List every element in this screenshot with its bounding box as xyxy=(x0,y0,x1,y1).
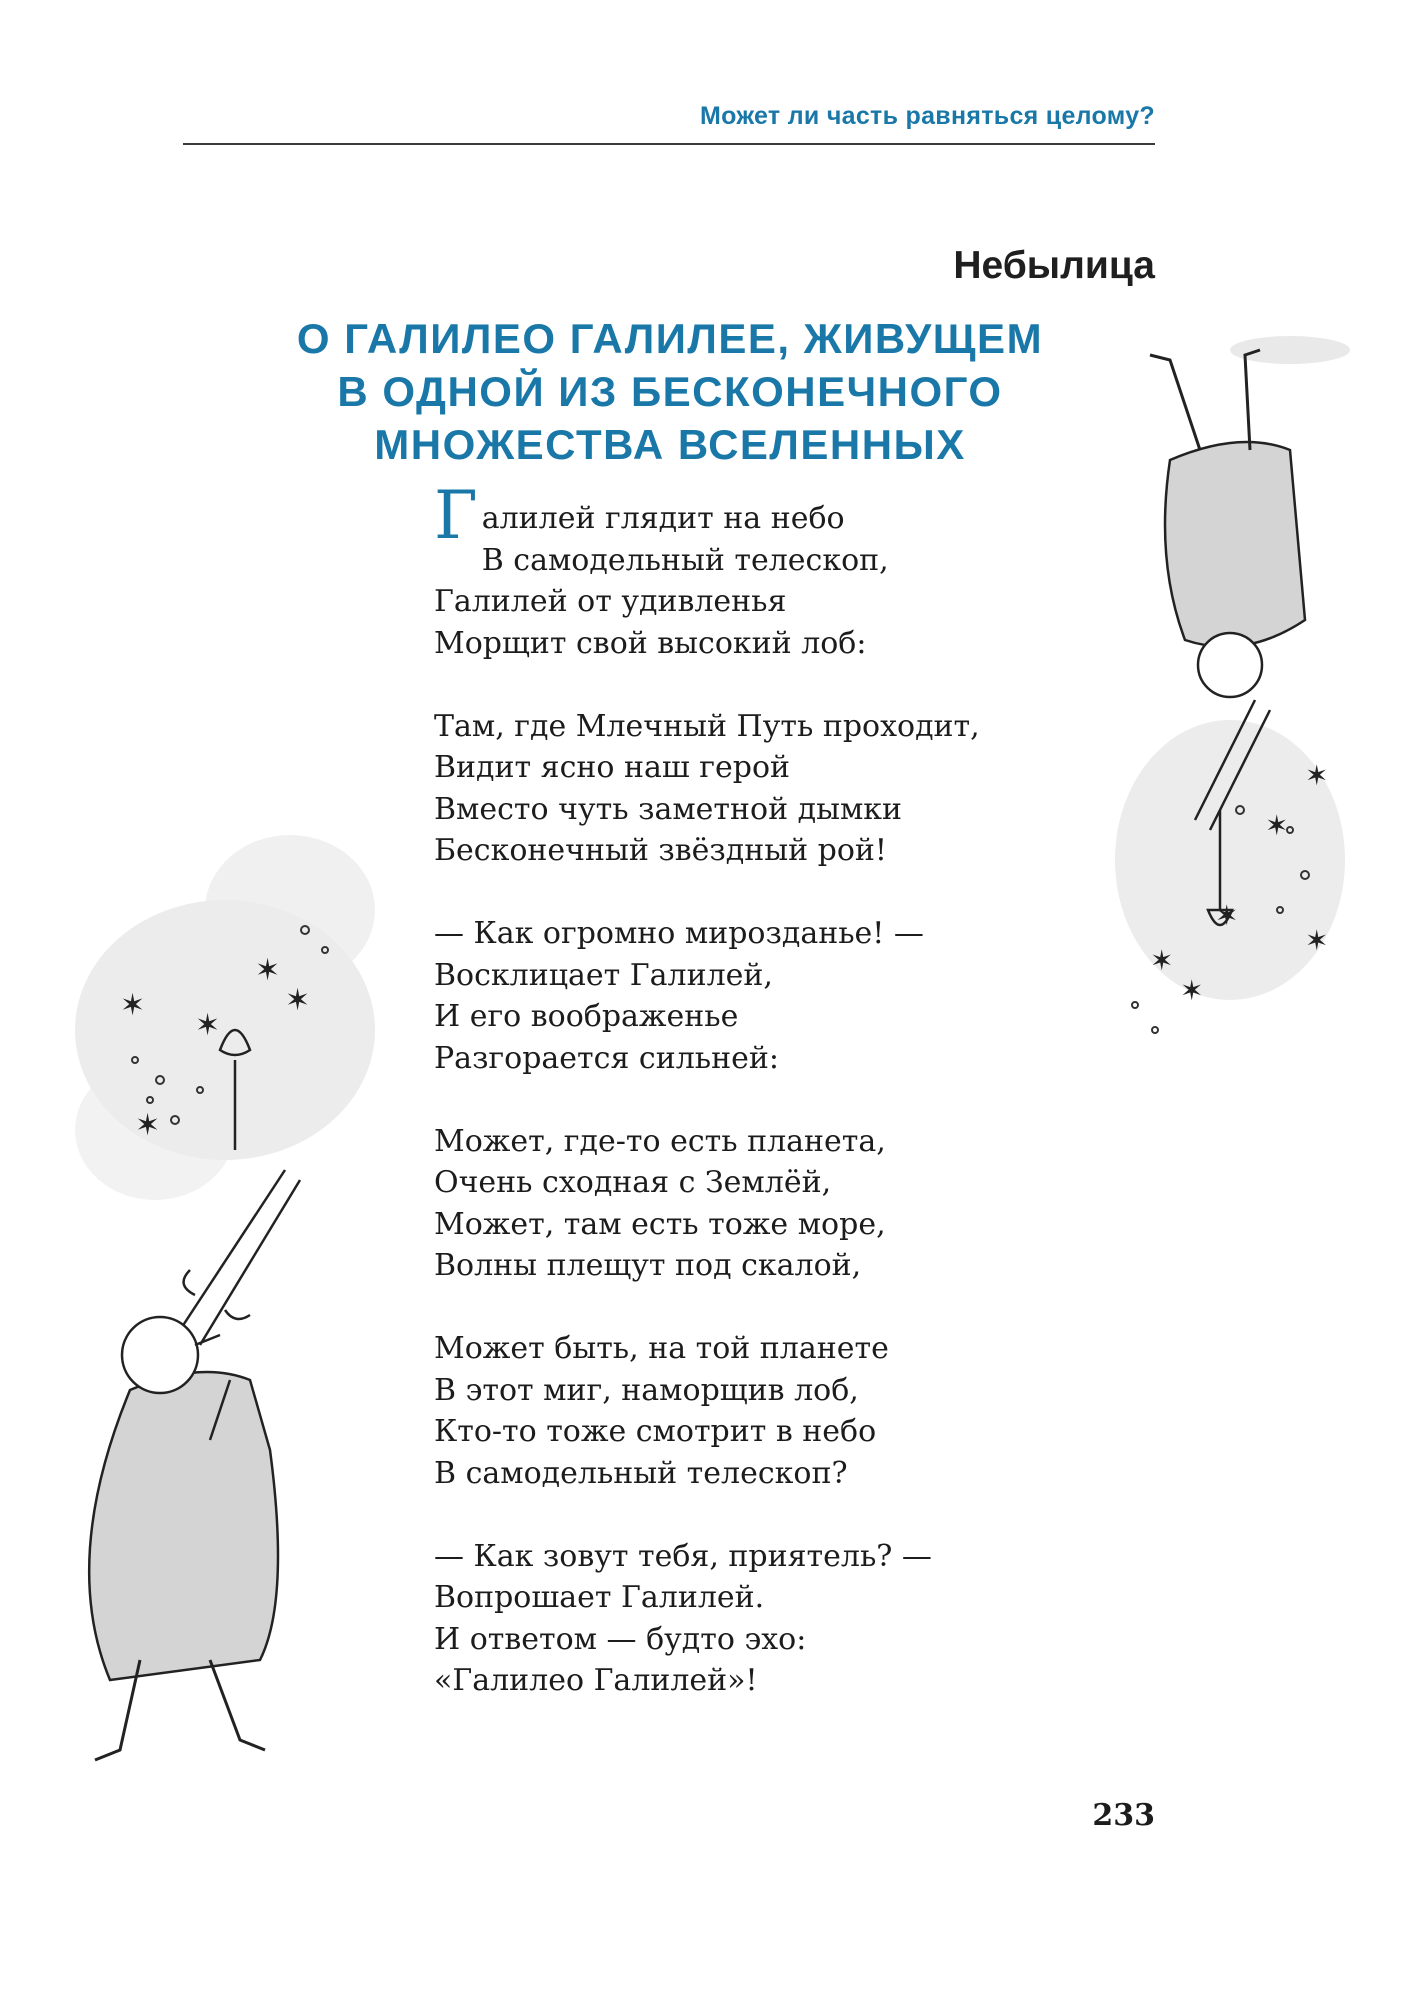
star-icon: ✶ xyxy=(135,1108,161,1143)
galileo-with-telescope-illustration xyxy=(60,800,390,1790)
poem-line: И ответом — будто эхо: xyxy=(434,1621,807,1657)
star-icon: ✶ xyxy=(1265,809,1289,842)
poem-line: Бесконечный звёздный рой! xyxy=(434,833,887,868)
star-icon: ✶ xyxy=(255,953,281,988)
poem-line: В этот миг, наморщив лоб, xyxy=(434,1372,859,1408)
poem-line: «Галилео Галилей»! xyxy=(434,1663,758,1698)
poem-body xyxy=(434,477,994,1743)
stanza xyxy=(434,1328,994,1494)
poem-line: алилей глядит на небо xyxy=(481,501,845,536)
stanza xyxy=(434,1536,994,1702)
upside-down-galileo-illustration xyxy=(1090,330,1350,1080)
upside-down-figure xyxy=(1150,350,1305,697)
stanza xyxy=(434,477,994,664)
poem-line: Может, где-то есть планета, xyxy=(434,1123,886,1159)
poem-line: Там, где Млечный Путь проходит, xyxy=(434,708,980,744)
star-icon: ✶ xyxy=(1215,899,1239,932)
poem-line: Вопрошает Галилей. xyxy=(434,1580,765,1615)
poem-line: Разгорается сильней: xyxy=(434,1040,779,1076)
drop-cap: Г xyxy=(434,477,478,554)
poem-title-line: В ОДНОЙ ИЗ БЕСКОНЕЧНОГО xyxy=(337,368,1003,415)
poem-line: Галилей от удивленья xyxy=(434,584,787,619)
poem-line: Может, там есть тоже море, xyxy=(434,1206,886,1242)
poem-line: Очень сходная с Землёй, xyxy=(434,1165,832,1200)
stanza xyxy=(434,913,994,1079)
page-number: 233 xyxy=(1092,1798,1155,1833)
star-icon: ✶ xyxy=(1305,759,1329,792)
poem-line: В самодельный телескоп, xyxy=(481,542,889,578)
star-icon: ✶ xyxy=(120,988,146,1023)
poem-line: Восклицает Галилей, xyxy=(434,957,773,993)
poem-line: И его воображенье xyxy=(434,999,739,1034)
poem-line: Кто-то тоже смотрит в небо xyxy=(434,1414,877,1449)
star-icon: ✶ xyxy=(1180,974,1204,1007)
running-head: Может ли часть равняться целому? xyxy=(700,102,1155,130)
stanza xyxy=(434,706,994,872)
poem-line: Может быть, на той планете xyxy=(434,1331,889,1366)
poem-title-line: МНОЖЕСТВА ВСЕЛЕННЫХ xyxy=(374,421,966,468)
star-icon: ✶ xyxy=(195,1008,221,1043)
poem-title-line: О ГАЛИЛЕО ГАЛИЛЕЕ, ЖИВУЩЕМ xyxy=(296,315,1044,362)
poem-line: — Как зовут тебя, приятель? — xyxy=(434,1538,932,1574)
star-icon: ✶ xyxy=(1305,924,1329,957)
poem-title xyxy=(240,312,1100,471)
star-icon: ✶ xyxy=(1150,944,1174,977)
galileo-figure xyxy=(89,1317,278,1760)
section-title: Небылица xyxy=(953,244,1155,287)
poem-line: Вместо чуть заметной дымки xyxy=(434,791,903,827)
poem-line: Волны плещут под скалой, xyxy=(434,1248,862,1283)
header-divider xyxy=(183,143,1155,145)
stanza xyxy=(434,1121,994,1287)
poem-line: В самодельный телескоп? xyxy=(434,1455,848,1491)
star-icon: ✶ xyxy=(285,983,311,1018)
poem-line: — Как огромно мирозданье! — xyxy=(434,916,924,951)
poem-line: Морщит свой высокий лоб: xyxy=(434,625,867,661)
poem-line: Видит ясно наш герой xyxy=(434,750,791,785)
